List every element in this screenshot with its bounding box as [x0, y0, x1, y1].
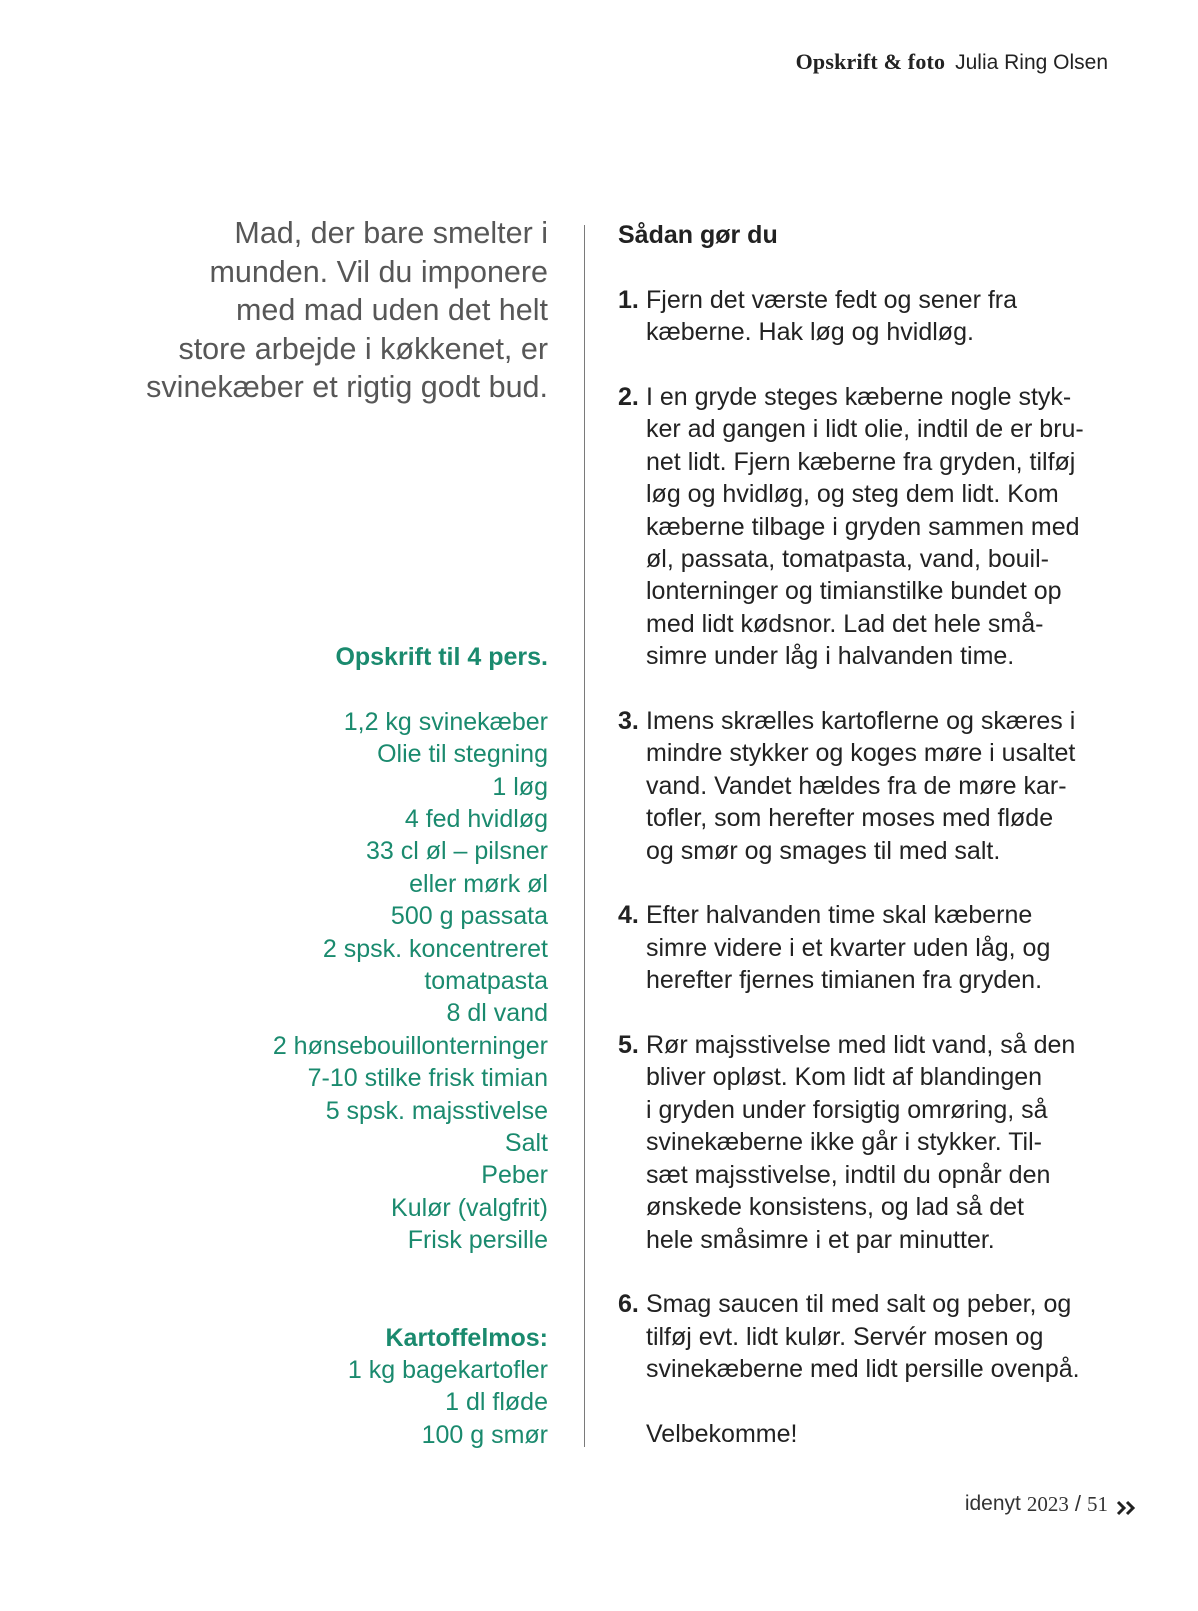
- photo-credit: [796, 48, 1108, 77]
- step-line: simre under låg i halvanden time.: [646, 642, 1015, 671]
- column-divider: [584, 225, 585, 1447]
- ingredient-item: 2 hønsebouillonterninger: [272, 1031, 548, 1060]
- ingredient-item: 7-10 stilke frisk timian: [307, 1064, 548, 1093]
- method-step: [618, 1288, 1158, 1385]
- intro-text: [40, 214, 548, 407]
- step-line: hele småsimre i et par minutter.: [646, 1225, 995, 1254]
- step-line: og smør og smages til med salt.: [646, 836, 1001, 865]
- step-line: Fjern det værste fedt og sener fra: [646, 285, 1018, 314]
- step-line: ker ad gangen i lidt olie, indtil de er bru-: [646, 415, 1084, 444]
- step-line: I en gryde steges kæberne nogle styk-: [646, 383, 1072, 411]
- ingredient-item: 33 cl øl – pilsner: [365, 837, 548, 866]
- step-line: med lidt kødsnor. Lad det hele små-: [646, 609, 1044, 638]
- method-step: [618, 899, 1158, 996]
- ingredient-item: 2 spsk. koncentreret: [322, 934, 548, 963]
- ingredient-item: 4 fed hvidløg: [404, 805, 548, 834]
- footer-separator: /: [1074, 1491, 1081, 1516]
- intro-line: munden. Vil du imponere: [209, 254, 548, 289]
- step-line: Efter halvanden time skal kæberne: [646, 901, 1033, 930]
- step-number: 6.: [618, 1290, 639, 1319]
- method-column: [618, 219, 1158, 1450]
- ingredient-item: Salt: [504, 1129, 548, 1158]
- mash-title: Kartoffelmos:: [385, 1323, 548, 1352]
- ingredients-list: [60, 706, 548, 1257]
- issue-year: 2023: [1026, 1492, 1069, 1516]
- mash-item: 1 kg bagekartofler: [347, 1355, 548, 1384]
- step-number: 1.: [618, 285, 639, 314]
- ingredient-item: 1 løg: [492, 772, 548, 801]
- step-number: 4.: [618, 901, 639, 930]
- method-step: [618, 381, 1158, 673]
- step-line: svinekæberne ikke går i stykker. Til-: [646, 1128, 1042, 1157]
- ingredient-item: Olie til stegning: [377, 740, 548, 769]
- intro-line: store arbejde i køkkenet, er: [178, 331, 548, 366]
- method-step: [618, 284, 1158, 349]
- intro-line: svinekæber et rigtig godt bud.: [146, 370, 548, 404]
- step-line: øl, passata, tomatpasta, vand, bouil-: [646, 545, 1049, 574]
- step-line: svinekæberne med lidt persille ovenpå.: [646, 1355, 1080, 1384]
- step-line: mindre stykker og koges møre i usaltet: [646, 739, 1076, 768]
- ingredient-item: 1,2 kg svinekæber: [343, 707, 548, 736]
- step-line: tilføj evt. lidt kulør. Servér mosen og: [646, 1322, 1044, 1351]
- step-number: 3.: [618, 707, 639, 736]
- intro-line: med mad uden det helt: [236, 293, 548, 327]
- step-line: løg og hvidløg, og steg dem lidt. Kom: [646, 480, 1059, 509]
- double-chevron-right-icon: [1116, 1496, 1138, 1512]
- step-line: lonterninger og timianstilke bundet op: [646, 577, 1062, 606]
- step-line: tofler, som herefter moses med fløde: [646, 804, 1054, 833]
- mash-item: 100 g smør: [421, 1420, 548, 1449]
- step-line: net lidt. Fjern kæberne fra gryden, tilføj: [646, 447, 1076, 476]
- step-number: 5.: [618, 1031, 639, 1060]
- ingredient-item: tomatpasta: [424, 967, 548, 996]
- step-line: kæberne. Hak løg og hvidløg.: [646, 318, 974, 347]
- ingredient-item: 5 spsk. majsstivelse: [325, 1096, 548, 1125]
- step-line: vand. Vandet hældes fra de møre kar-: [646, 771, 1067, 800]
- step-line: Smag saucen til med salt og peber, og: [646, 1290, 1072, 1319]
- credit-name: Julia Ring Olsen: [955, 51, 1108, 74]
- ingredients-title: Opskrift til 4 pers.: [335, 643, 548, 671]
- magazine-name: idenyt: [964, 1492, 1021, 1515]
- mash-section: [60, 1322, 548, 1452]
- ingredients-column: [60, 641, 548, 1451]
- method-step: [618, 1029, 1158, 1256]
- method-title: Sådan gør du: [618, 221, 778, 249]
- step-line: ønskede konsistens, og lad så det: [646, 1193, 1025, 1222]
- ingredient-item: Kulør (valgfrit): [391, 1193, 548, 1222]
- step-line: kæberne tilbage i gryden sammen med: [646, 512, 1080, 541]
- step-line: bliver opløst. Kom lidt af blandingen: [646, 1063, 1043, 1092]
- closing-text: Velbekomme!: [646, 1419, 798, 1448]
- step-line: herefter fjernes timianen fra gryden.: [646, 966, 1043, 995]
- step-line: Rør majsstivelse med lidt vand, så den: [646, 1031, 1076, 1060]
- page-number: 51: [1087, 1492, 1108, 1516]
- mash-item: 1 dl fløde: [445, 1388, 548, 1417]
- step-line: i gryden under forsigtig omrøring, så: [646, 1095, 1048, 1124]
- page-footer: [965, 1490, 1138, 1518]
- credit-label: Opskrift & foto: [795, 49, 946, 74]
- step-number: 2.: [618, 383, 639, 411]
- method-step: [618, 705, 1158, 867]
- step-line: Imens skrælles kartoflerne og skæres i: [646, 707, 1076, 736]
- ingredient-item: 8 dl vand: [446, 999, 548, 1028]
- intro-line: Mad, der bare smelter i: [234, 216, 548, 250]
- ingredient-item: eller mørk øl: [409, 869, 548, 898]
- step-line: simre videre i et kvarter uden låg, og: [646, 933, 1051, 962]
- step-line: sæt majsstivelse, indtil du opnår den: [646, 1160, 1051, 1189]
- ingredient-item: Peber: [481, 1161, 548, 1190]
- ingredient-item: 500 g passata: [390, 902, 548, 931]
- ingredient-item: Frisk persille: [407, 1226, 548, 1255]
